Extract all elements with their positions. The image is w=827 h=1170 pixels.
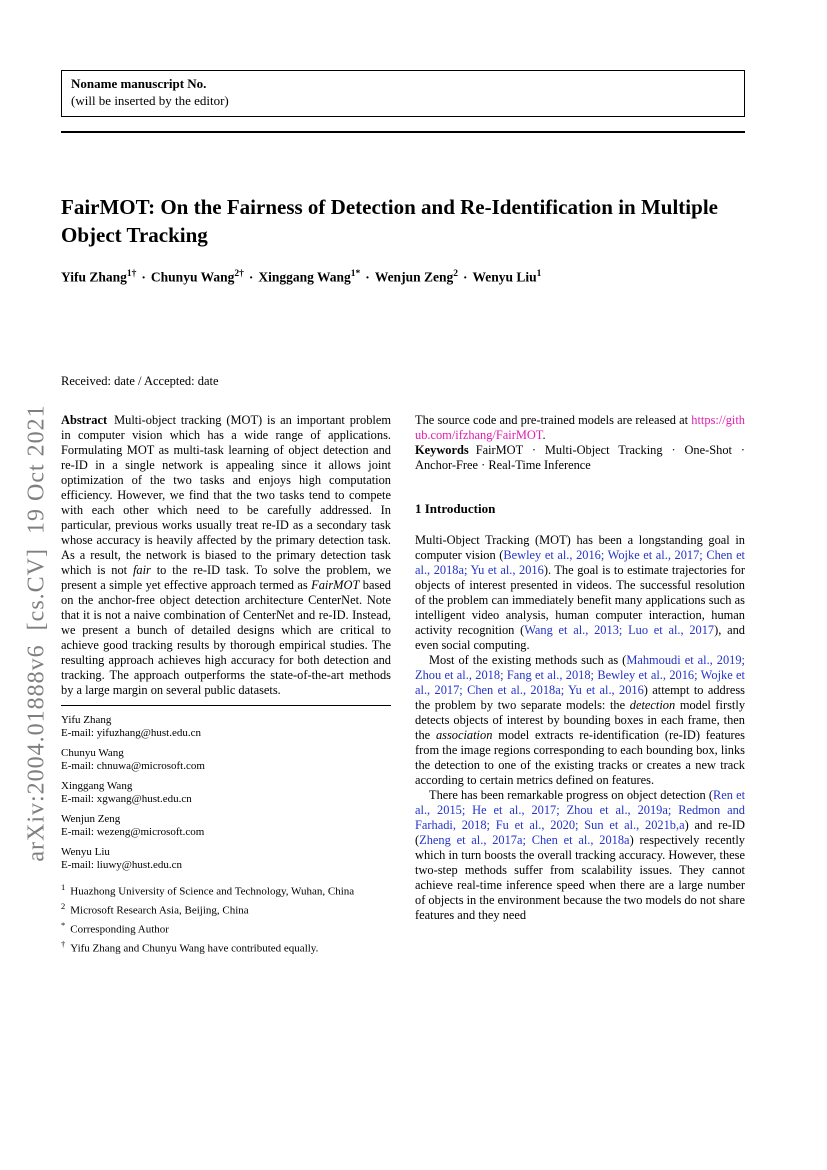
footnotes-block	[61, 705, 391, 957]
author-contact	[61, 846, 391, 873]
paper-title: FairMOT: On the Fairness of Detection and Re-Identification in Multiple Object Tracking	[61, 194, 718, 248]
affiliation-line	[61, 938, 391, 956]
author-contact	[61, 747, 391, 774]
manuscript-no-line: Noname manuscript No.	[71, 76, 207, 91]
contact-email: E-mail: liuwy@hust.edu.cn	[61, 859, 183, 872]
contact-email: E-mail: yifuzhang@hust.edu.cn	[61, 727, 201, 740]
intro-paragraph-3: There has been remarkable progress on object detection (Ren et al., 2015; He et al., 2017; Zhou et al., 2019a; Redmon and Farhadi, 2018; Fu et al., 2020; Sun et al., 2021b,a) and re-ID (Zheng et al., 2017a; Chen et al., 2018a) respectively recently which in turn boosts the overall tracking accuracy. However, these two-step methods suffer from scalability issues. They cannot achieve real-time inference speed when there are a large number of objects in the environment because the two models do not share features and they need	[415, 787, 746, 922]
affiliation-text: Huazhong University of Science and Technology, Wuhan, China	[70, 885, 355, 898]
author-contact	[61, 780, 391, 807]
keywords-line: Keywords FairMOT · Multi-Object Tracking · One-Shot · Anchor-Free · Real-Time Inference	[415, 442, 745, 472]
manuscript-info-box	[61, 70, 745, 117]
contact-email: E-mail: chnuwa@microsoft.com	[61, 760, 205, 773]
received-accepted-line: Received: date / Accepted: date	[61, 373, 219, 388]
affiliation-marker: 2	[61, 901, 66, 912]
affiliation-text: Corresponding Author	[70, 923, 169, 936]
affiliation-line	[61, 900, 391, 918]
authors-line: Yifu Zhang$^{1\dagger}$ · Chunyu Wang$^{2\dagger}$ · Xinggang Wang$^{1*}$ · Wenjun Zeng$^2$ · Wenyu Liu$^1$	[61, 269, 542, 285]
intro-paragraph-1: Multi-Object Tracking (MOT) has been a longstanding goal in computer vision (Bewley et al., 2016; Wojke et al., 2017; Chen et al., 2018a; Yu et al., 2016). The goal is to estimate trajectories for objects of interest presented in videos. The successful resolution of the problem can immediately benefit many applications such as intelligent video analysis, human computer interaction, human activity recognition (Wang et al., 2013; Luo et al., 2017), and even social computing.	[415, 532, 746, 652]
contact-name: Yifu Zhang	[61, 713, 112, 726]
affiliation-marker: †	[61, 939, 66, 950]
affiliation-marker: 1	[61, 881, 66, 892]
two-column-body	[61, 413, 745, 957]
citation-link[interactable]: Bewley et al., 2016; Wojke et al., 2017; Chen et al., 2018a; Yu et al., 2016	[415, 547, 746, 577]
header-rule	[61, 131, 745, 133]
abstract-paragraph: Abstract Multi-object tracking (MOT) is an important problem in computer vision which has a wide range of applications. Formulating MOT as multi-task learning of object detection and re-ID in a single network is appealing since it allows joint optimization of the two tasks and enjoys high computation efficiency. However, we find that the two tasks tend to compete with each other which need to be carefully addressed. In particular, previous works usually treat re-ID as a secondary task whose accuracy is heavily affected by the primary detection task. As a result, the network is biased to the primary detection task which is not fair to the re-ID task. To solve the problem, we present a simple yet effective approach termed as FairMOT based on the anchor-free object detection architecture CenterNet. Note that it is not a naive combination of CenterNet and re-ID. Instead, we present a bunch of detailed designs which are critical to achieve good tracking results by thorough empirical studies. The resulting approach achieves high accuracy for both detection and tracking. The approach outperforms the state-of-the-art methods by a large margin on several public datasets.	[61, 412, 392, 697]
manuscript-editor-note: (will be inserted by the editor)	[71, 92, 229, 108]
paper-content	[61, 70, 745, 957]
citation-link[interactable]: Ren et al., 2015; He et al., 2017; Zhou et al., 2019a; Redmon and Farhadi, 2018; Fu et al., 2020; Sun et al., 2021b,a	[415, 787, 746, 832]
affiliation-marker: *	[61, 920, 66, 931]
citation-link[interactable]: Wang et al., 2013; Luo et al., 2017	[524, 622, 715, 637]
contact-name: Wenjun Zeng	[61, 812, 121, 825]
affiliation-line	[61, 919, 391, 937]
intro-paragraph-2: Most of the existing methods such as (Mahmoudi et al., 2019; Zhou et al., 2018; Fang et al., 2018; Bewley et al., 2016; Wojke et al., 2017; Chen et al., 2018a; Yu et al., 2016) attempt to address the problem by two separate models: the detection model firstly detects objects of interest by bounding boxes in each frame, then the association model extracts re-identification (re-ID) features from the image regions corresponding to each bounding box, links the detection to one of the existing tracks or creates a new track according to certain metrics defined on features.	[415, 652, 746, 787]
affiliation-text: Microsoft Research Asia, Beijing, China	[70, 904, 249, 917]
right-column	[415, 413, 745, 957]
citation-link[interactable]: Zheng et al., 2017a; Chen et al., 2018a	[419, 832, 630, 847]
url-link[interactable]: https://github.com/ifzhang/FairMOT	[415, 412, 745, 442]
contact-name: Chunyu Wang	[61, 746, 124, 759]
affiliation-text: Yifu Zhang and Chunyu Wang have contributed equally.	[70, 943, 319, 956]
source-code-paragraph: The source code and pre-trained models are released at https://github.com/ifzhang/FairMOT.	[415, 412, 745, 442]
left-column	[61, 413, 391, 957]
section-1-heading: 1 Introduction	[415, 500, 496, 516]
affiliation-line	[61, 881, 391, 899]
contact-email: E-mail: wezeng@microsoft.com	[61, 826, 205, 839]
contact-email: E-mail: xgwang@hust.edu.cn	[61, 793, 192, 806]
contact-name: Wenyu Liu	[61, 845, 110, 858]
author-contact	[61, 813, 391, 840]
affiliations-list	[61, 881, 391, 957]
footnote-rule	[61, 705, 391, 706]
arxiv-sidebar-label: arXiv:2004.01888v6 [cs.CV] 19 Oct 2021	[23, 404, 50, 862]
author-contact	[61, 714, 391, 741]
contact-name: Xinggang Wang	[61, 779, 133, 792]
citation-link[interactable]: Mahmoudi et al., 2019; Zhou et al., 2018; Fang et al., 2018; Bewley et al., 2016; Wojke et al., 2017; Chen et al., 2018a; Yu et al., 2016	[415, 652, 745, 697]
